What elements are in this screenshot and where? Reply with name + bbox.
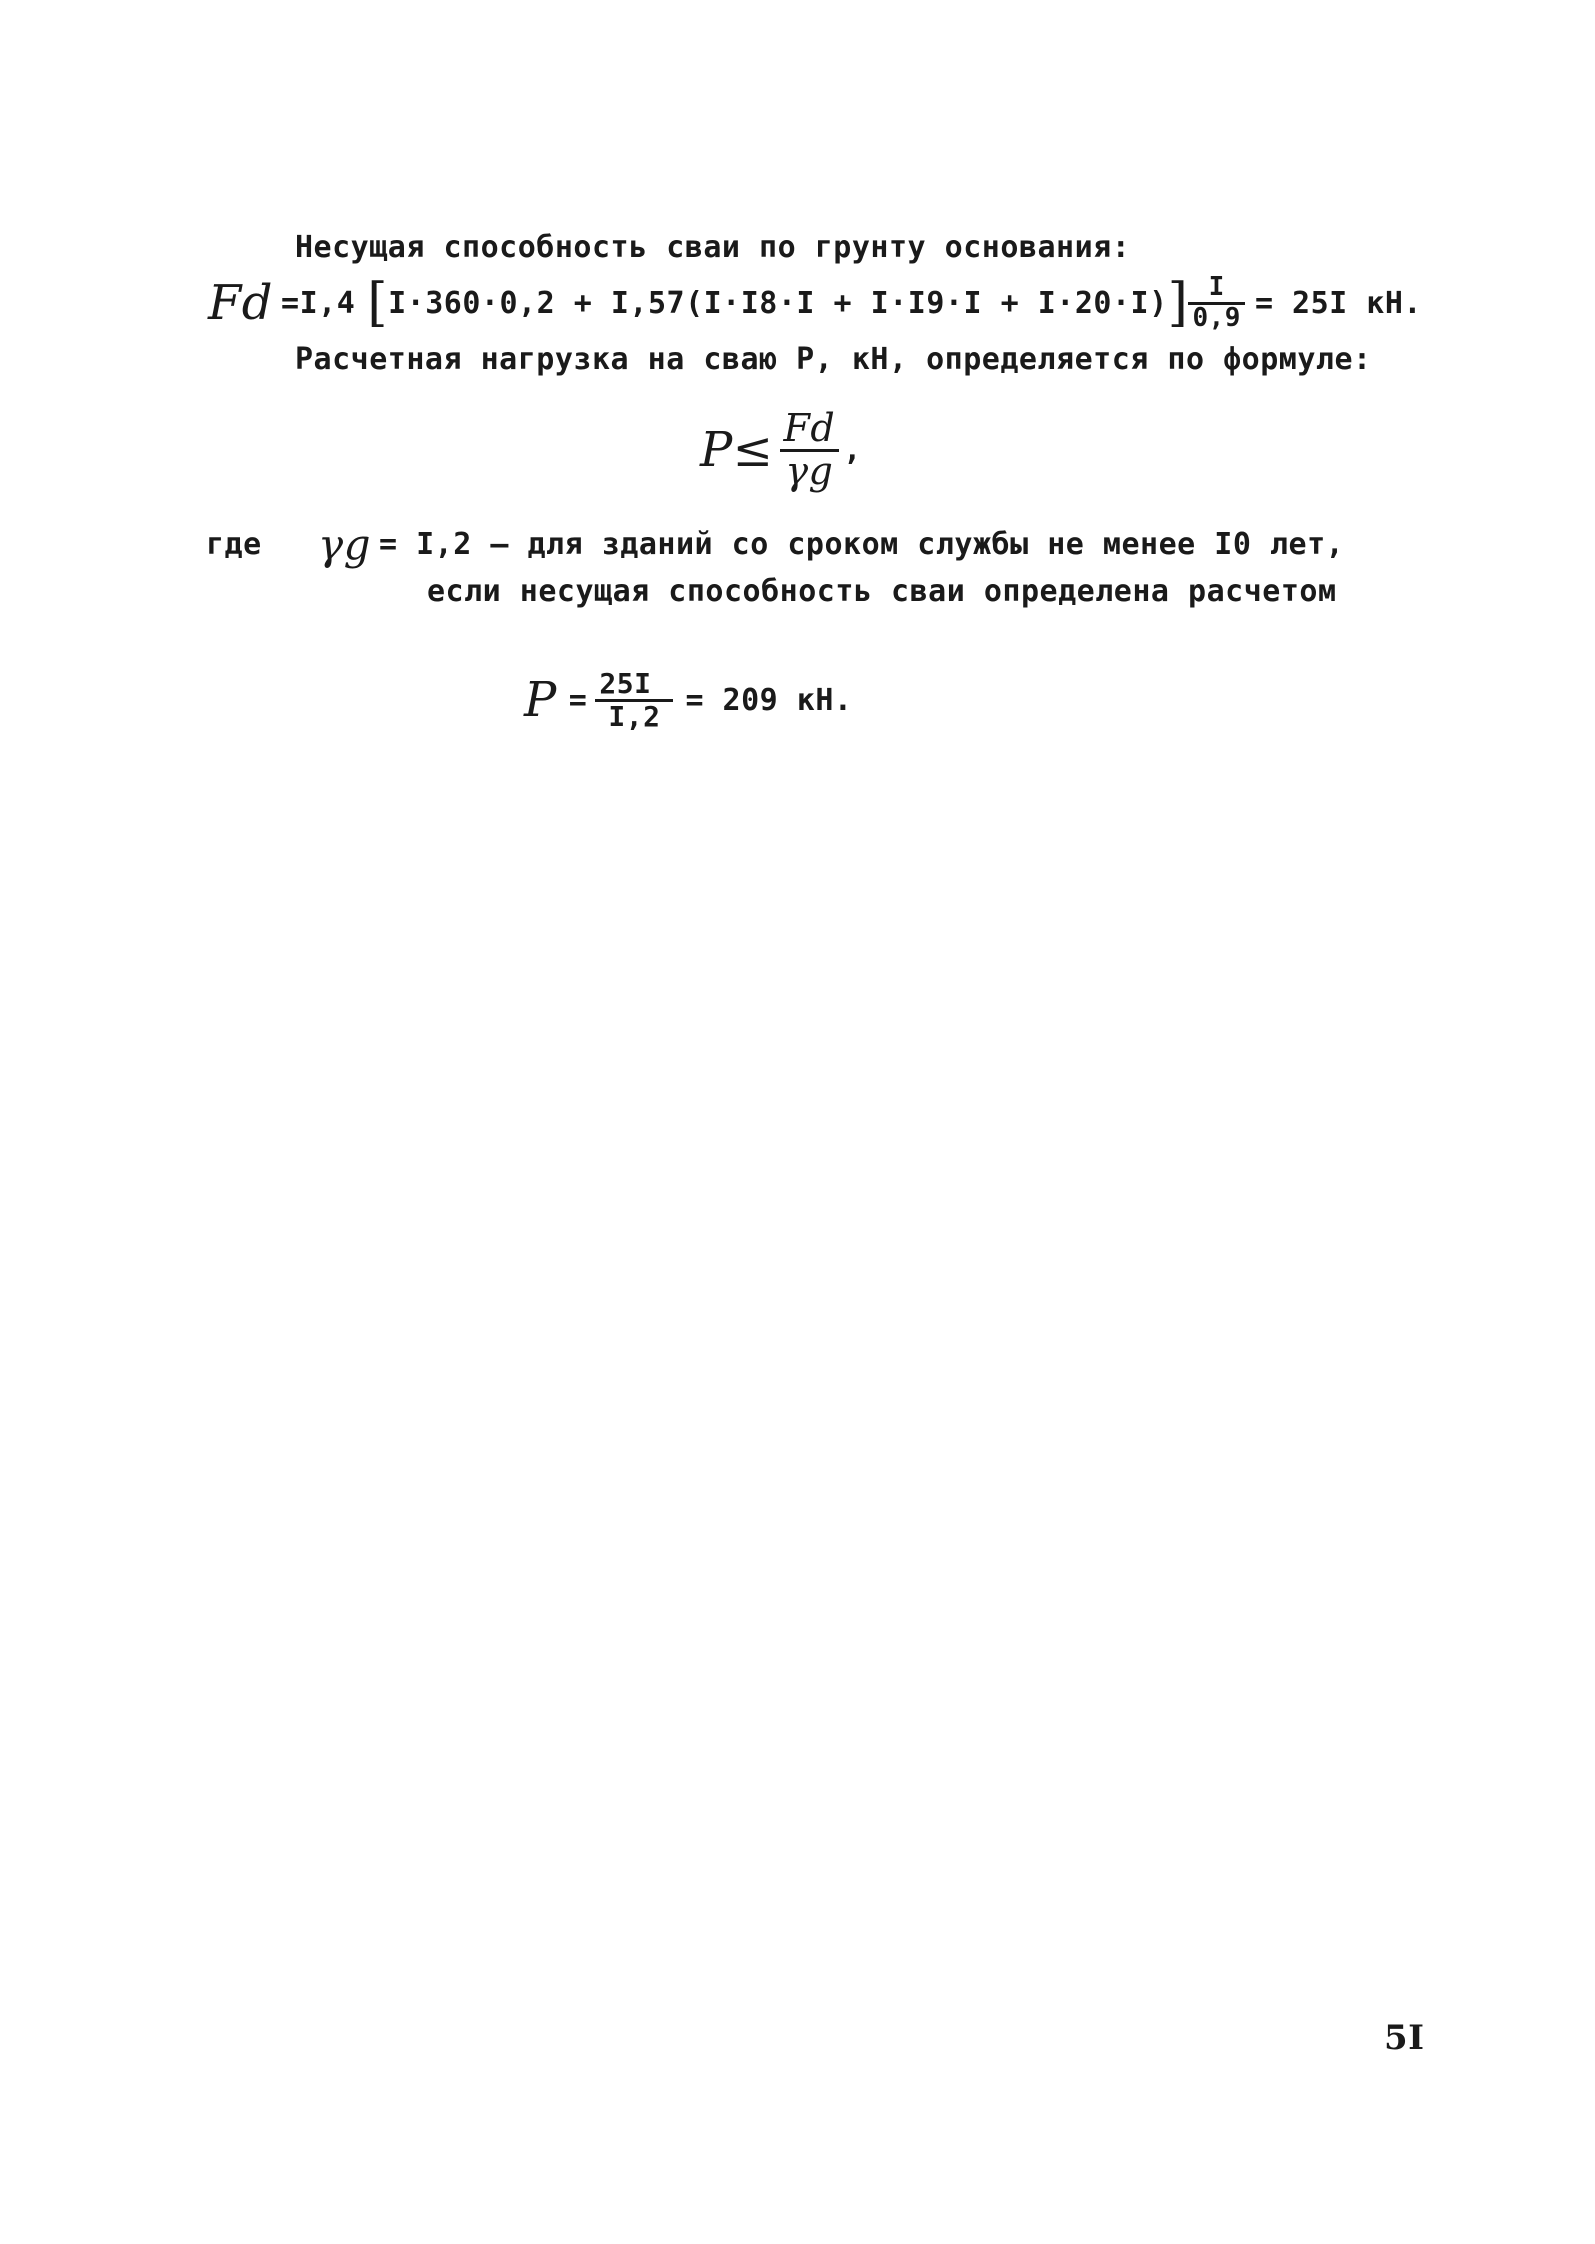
formula3-lhs: P	[524, 672, 557, 728]
where-text-line1: = I,2 – для зданий со сроком службы не менее I0 лет,	[379, 526, 1345, 562]
formula-load	[700, 400, 862, 500]
formula2-num: Fd	[780, 409, 840, 452]
formula3-fraction	[595, 669, 673, 731]
formula1-lhs: Fd	[208, 275, 274, 331]
formula-result	[524, 655, 853, 745]
formula1-open-bracket: [	[367, 273, 389, 333]
formula3-result: = 209 кН.	[685, 682, 853, 718]
where-definition	[318, 514, 1344, 574]
gamma-g-symbol: γg	[318, 519, 371, 569]
formula3-den: I,2	[608, 699, 661, 733]
formula1-coef: I,4	[299, 285, 356, 321]
formula-bearing-capacity	[208, 268, 1422, 338]
formula2-tail: ,	[843, 432, 862, 468]
formula1-eq: =	[281, 285, 300, 321]
formula1-frac-num: I	[1188, 274, 1244, 304]
formula2-lhs: P≤	[700, 422, 774, 478]
formula3-num: 25I	[595, 669, 673, 701]
formula2-fraction	[780, 405, 840, 493]
where-label: где	[206, 527, 262, 562]
intro-text: Несущая способность сваи по грунту основания:	[295, 230, 1131, 265]
where-text-line2: если несущая способность сваи определена расчетом	[427, 574, 1337, 609]
formula1-frac-den: 0,9	[1192, 302, 1241, 333]
formula1-result: = 25I кН.	[1254, 285, 1422, 321]
load-text: Расчетная нагрузка на сваю P, кН, определяется по формуле:	[295, 342, 1372, 377]
formula1-fraction	[1188, 274, 1244, 332]
formula1-body: I·360·0,2 + I,57(I·I8·I + I·I9·I + I·20·I)	[388, 285, 1168, 321]
page-number: 5I	[1384, 2018, 1425, 2058]
formula3-eq: =	[568, 682, 588, 718]
formula1-close-bracket: ]	[1167, 273, 1189, 333]
formula2-den: γg	[785, 448, 834, 493]
